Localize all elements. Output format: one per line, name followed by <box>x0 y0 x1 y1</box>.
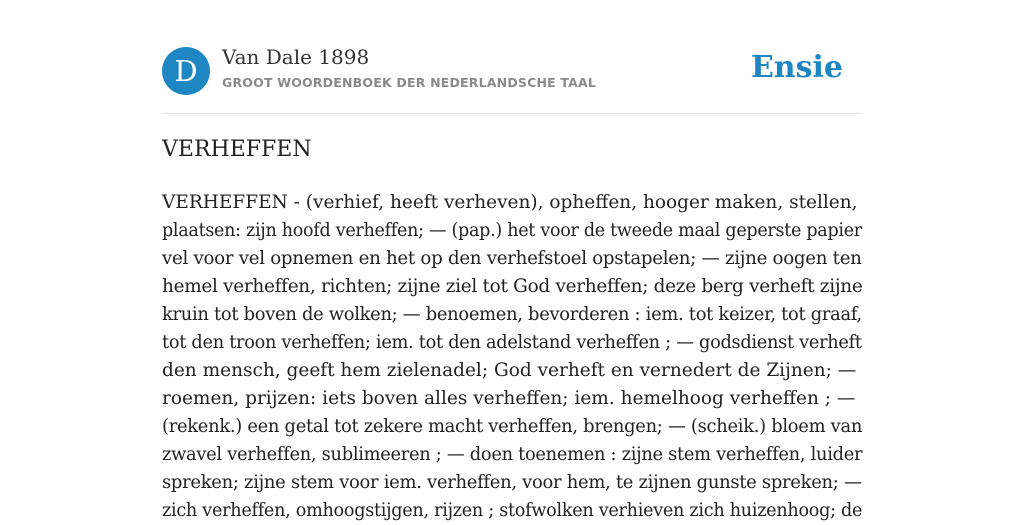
definition-line: kruin tot boven de wolken; — benoemen, bevorderen : iem. tot keizer, tot graaf, <box>162 304 862 325</box>
definition-line: den mensch, geeft hem zielenadel; God verheft en vernedert de Zijnen; — <box>162 360 857 381</box>
definition-line: roemen, prijzen: iets boven alles verheffen; iem. hemelhoog verheffen ; — <box>162 388 856 409</box>
definition-line: spreken; zijne stem voor iem. verheffen, voor hem, te zijnen gunste spreken; — <box>162 472 862 493</box>
definition-line: tot den troon verheffen; iem. tot den adelstand verheffen ; — godsdienst verheft <box>162 332 862 353</box>
entry-headword: VERHEFFEN <box>162 137 312 162</box>
definition-line: VERHEFFEN - (verhief, heeft verheven), opheffen, hooger maken, stellen, <box>162 192 858 213</box>
ensie-logo[interactable]: Ensie <box>750 50 843 85</box>
definition-line: plaatsen: zijn hoofd verheffen; — (pap.) het voor de tweede maal geperste papier <box>162 220 862 241</box>
entry-definition <box>162 189 862 525</box>
page-content <box>162 0 863 521</box>
definition-line: (rekenk.) een getal tot zekere macht verheffen, brengen; — (scheik.) bloem van <box>162 416 863 437</box>
definition-line: vel voor vel opnemen en het op den verhefstoel opstapelen; — zijne oogen ten <box>162 248 862 269</box>
source-avatar[interactable]: D <box>162 47 210 95</box>
source-title[interactable]: Van Dale 1898 <box>222 45 370 69</box>
definition-line: hemel verheffen, richten; zijne ziel tot God verheffen; deze berg verheft zijne <box>162 276 863 297</box>
definition-line: zich verheffen, omhoogstijgen, rijzen ; stofwolken verhieven zich huizenhoog; de <box>162 500 863 521</box>
source-header <box>162 0 862 114</box>
source-subtitle: GROOT WOORDENBOEK DER NEDERLANDSCHE TAAL <box>222 75 597 90</box>
definition-line: zwavel verheffen, sublimeeren ; — doen toenemen : zijne stem verheffen, luider <box>162 444 863 465</box>
